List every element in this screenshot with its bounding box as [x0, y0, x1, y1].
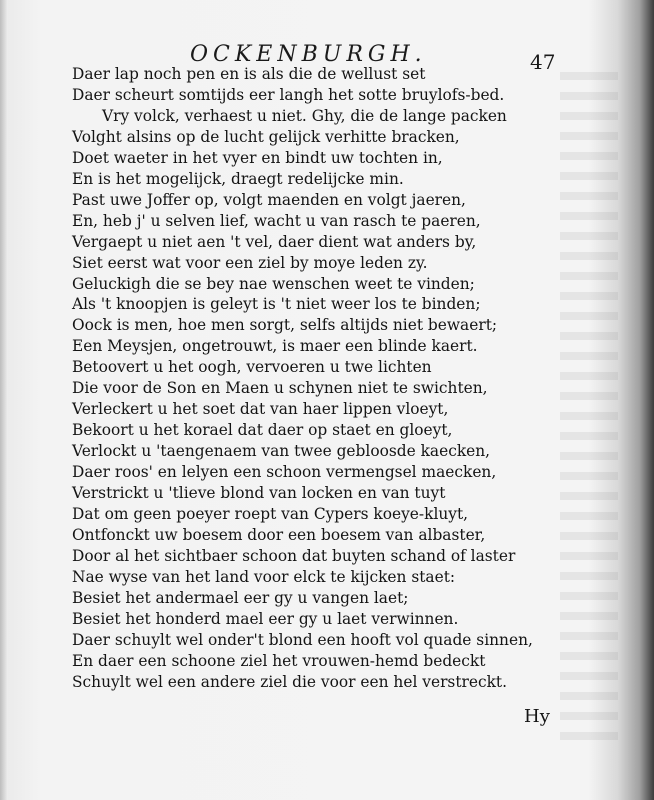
running-head: OCKENBURGH.: [190, 42, 427, 67]
verse-line: Vergaept u niet aen 't vel, daer dient wat anders by,: [72, 232, 477, 251]
verse-line: Besiet het honderd mael eer gy u laet verwinnen.: [72, 609, 459, 628]
verse-line: Als 't knoopjen is geleyt is 't niet weer los te binden;: [72, 295, 481, 314]
verse-line: Daer schuylt wel onder't blond een hooft vol quade sinnen,: [72, 630, 533, 649]
verse-line: Door al het sichtbaer schoon dat buyten schand of laster: [72, 546, 516, 565]
verse-line: Nae wyse van het land voor elck te kijcken staet:: [72, 567, 456, 586]
verse-line: Daer roos' en lelyen een schoon vermengsel maecken,: [72, 463, 497, 482]
verse-line: Past uwe Joffer op, volgt maenden en volgt jaeren,: [72, 190, 466, 209]
verse-line: Volght alsins op de lucht gelijck verhitte bracken,: [72, 127, 460, 146]
verse-line: En, heb j' u selven lief, wacht u van rasch te paeren,: [72, 211, 481, 230]
verse-line: Een Meysjen, ongetrouwt, is maer een blinde kaert.: [72, 337, 478, 356]
verse-line: Schuylt wel een andere ziel die voor een hel verstreckt.: [72, 672, 507, 691]
verse-line: Geluckigh die se bey nae wenschen weet te vinden;: [72, 274, 475, 293]
catchword: Hy: [524, 706, 550, 727]
verse-line: Bekoort u het korael dat daer op staet en gloeyt,: [72, 421, 453, 440]
verse-line: Besiet het andermael eer gy u vangen laet;: [72, 588, 409, 607]
verse-line: En is het mogelijck, draegt redelijcke min.: [72, 169, 404, 188]
verse-line: Verleckert u het soet dat van haer lippen vloeyt,: [72, 400, 449, 419]
verse-line: Ontfonckt uw boesem door een boesem van albaster,: [72, 525, 486, 544]
verse-line: Betoovert u het oogh, vervoeren u twe lichten: [72, 358, 432, 377]
verse-line: En daer een schoone ziel het vrouwen-hemd bedeckt: [72, 651, 486, 670]
verse-line: Siet eerst wat voor een ziel by moye leden zy.: [72, 253, 428, 272]
verse-line: Doet waeter in het vyer en bindt uw tochten in,: [72, 148, 443, 167]
page-left-edge: [0, 0, 8, 800]
verse-line: Oock is men, hoe men sorgt, selfs altijds niet bewaert;: [72, 316, 498, 335]
facing-page-edge: [618, 0, 654, 800]
show-through-text: [560, 60, 618, 740]
page-number: 47: [530, 50, 556, 74]
verse-line: Die voor de Son en Maen u schynen niet te swichten,: [72, 379, 488, 398]
poem-body: [72, 64, 552, 693]
verse-line: Daer lap noch pen en is als die de wellust set: [72, 65, 426, 83]
verse-line: Dat om geen poeyer roept van Cypers koeye-kluyt,: [72, 505, 469, 524]
verse-line: Verstrickt u 'tlieve blond van locken en van tuyt: [72, 484, 446, 503]
verse-line: Vry volck, verhaest u niet. Ghy, die de lange packen: [102, 106, 507, 125]
verse-line: Daer scheurt somtijds eer langh het sotte bruylofs-bed.: [72, 85, 505, 104]
verse-line: Verlockt u 'taengenaem van twee gebloosde kaecken,: [72, 442, 491, 461]
